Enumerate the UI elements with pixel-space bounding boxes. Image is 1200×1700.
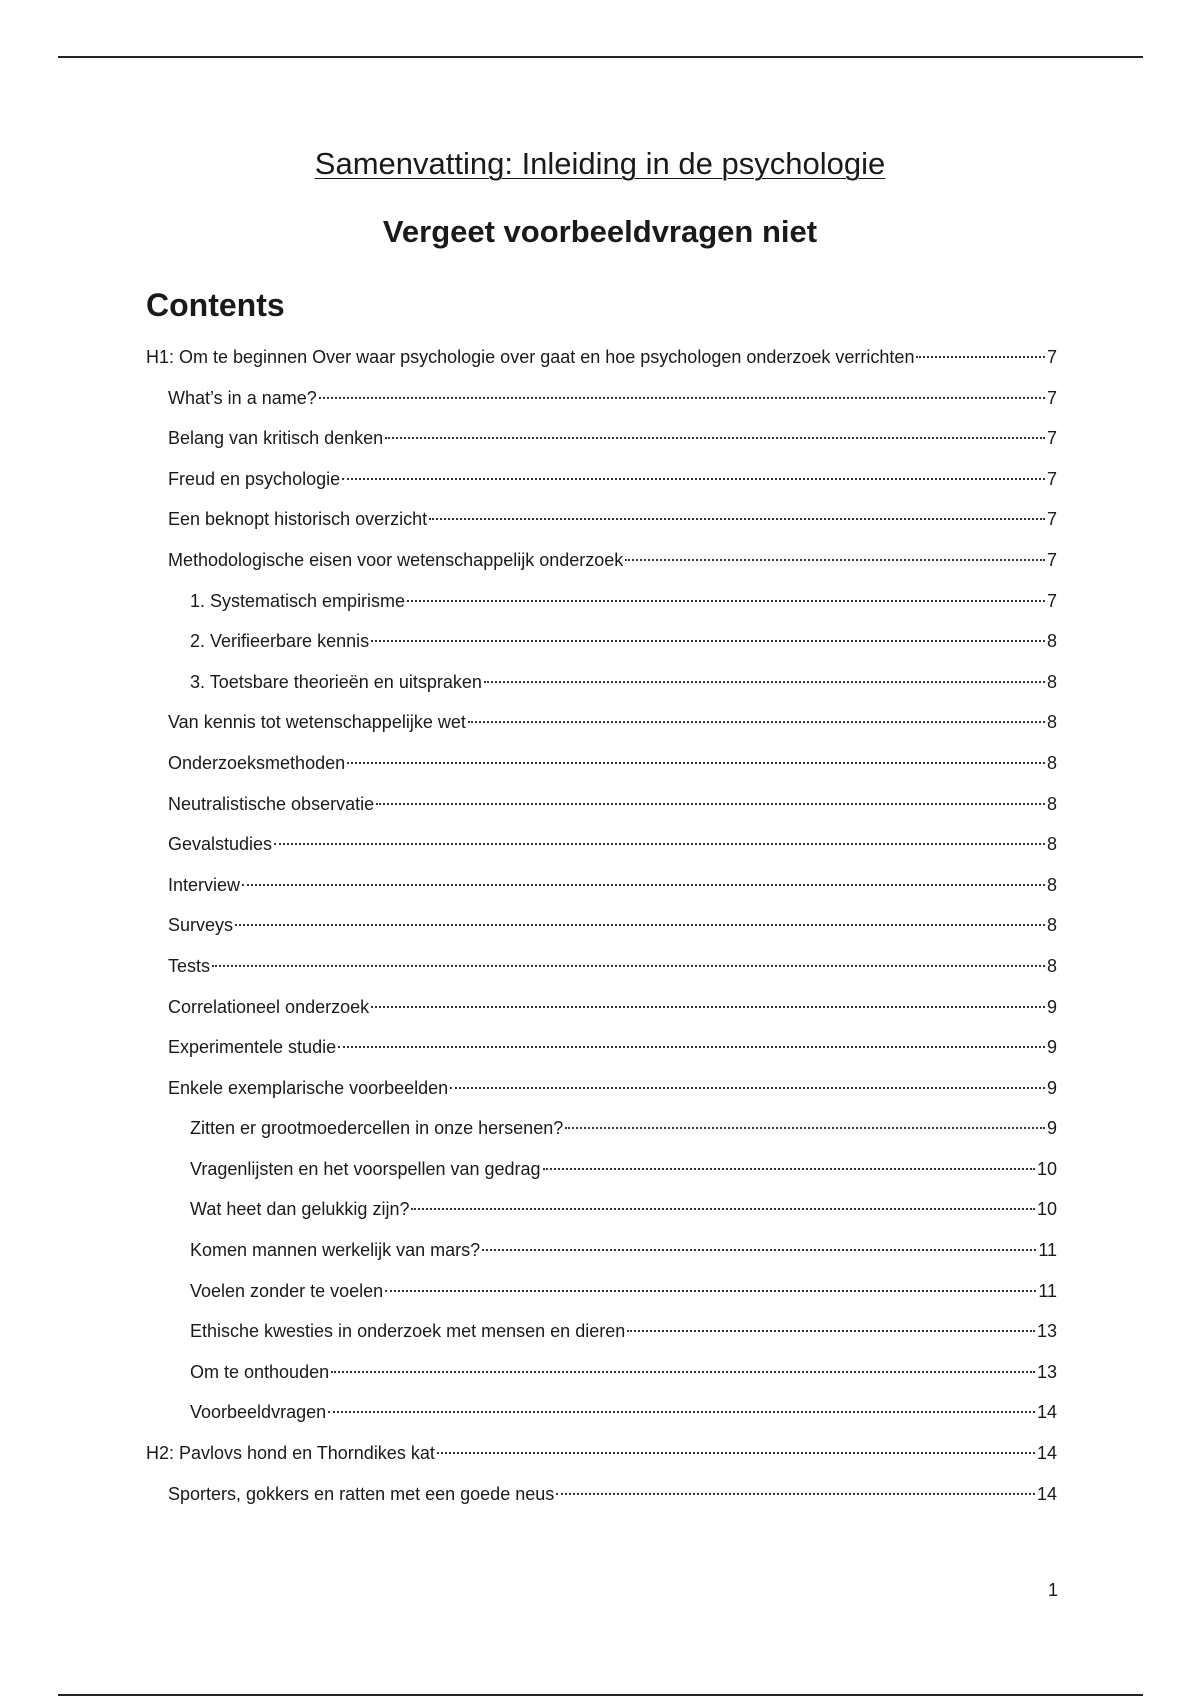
toc-entry[interactable] (146, 952, 1057, 993)
toc-entry[interactable] (146, 384, 1057, 425)
toc-entry-page: 11 (1038, 1280, 1057, 1301)
toc-entry-title: 3. Toetsbare theorieën en uitspraken (190, 671, 482, 692)
toc-entry-page: 9 (1046, 1037, 1057, 1058)
toc-entry[interactable] (146, 465, 1057, 506)
page-number: 1 (1047, 1580, 1058, 1600)
toc-entry-page: 10 (1036, 1199, 1057, 1220)
toc-entry-title: Enkele exemplarische voorbeelden (168, 1077, 449, 1098)
toc-entry-page: 7 (1046, 387, 1057, 408)
toc-dot-leader (338, 1046, 1045, 1048)
toc-entry-title: Belang van kritisch denken (168, 428, 384, 449)
toc-entry[interactable] (146, 587, 1057, 628)
toc-dot-leader (437, 1452, 1035, 1454)
toc-entry-title: Experimentele studie (168, 1037, 337, 1058)
toc-dot-leader (385, 1290, 1036, 1292)
toc-dot-leader (429, 518, 1045, 520)
toc-entry-page: 8 (1046, 955, 1057, 976)
toc-entry-title: Om te onthouden (190, 1361, 330, 1382)
toc-dot-leader (371, 1006, 1045, 1008)
toc-entry-page: 13 (1036, 1321, 1057, 1342)
toc-entry-title: Een beknopt historisch overzicht (168, 509, 428, 530)
toc-dot-leader (274, 843, 1045, 845)
toc-entry-title: Tests (168, 955, 211, 976)
toc-entry-title: H2: Pavlovs hond en Thorndikes kat (146, 1443, 435, 1464)
toc-dot-leader (450, 1087, 1045, 1089)
toc-entry-page: 9 (1046, 1077, 1057, 1098)
toc-entry[interactable] (146, 1358, 1057, 1399)
toc-entry-page: 9 (1046, 996, 1057, 1017)
toc-dot-leader (556, 1493, 1035, 1495)
toc-dot-leader (484, 681, 1045, 683)
toc-entry[interactable] (146, 627, 1057, 668)
toc-entry[interactable] (146, 1439, 1057, 1480)
toc-dot-leader (468, 721, 1045, 723)
toc-entry-page: 8 (1046, 793, 1057, 814)
toc-entry[interactable] (146, 668, 1057, 709)
toc-entry-page: 7 (1046, 428, 1057, 449)
toc-entry[interactable] (146, 505, 1057, 546)
toc-entry[interactable] (146, 911, 1057, 952)
toc-entry-title: Ethische kwesties in onderzoek met mensen en dieren (190, 1321, 626, 1342)
toc-entry[interactable] (146, 1033, 1057, 1074)
toc-entry[interactable] (146, 1317, 1057, 1358)
toc-dot-leader (627, 1330, 1035, 1332)
toc-entry-title: Voelen zonder te voelen (190, 1280, 384, 1301)
toc-entry[interactable] (146, 1480, 1057, 1521)
toc-entry-page: 8 (1046, 712, 1057, 733)
toc-entry[interactable] (146, 1398, 1057, 1439)
toc-dot-leader (319, 397, 1045, 399)
toc-entry-page: 8 (1046, 671, 1057, 692)
toc-entry-title: Voorbeeldvragen (190, 1402, 327, 1423)
toc-entry-page: 14 (1036, 1483, 1057, 1504)
toc-entry-title: Zitten er grootmoedercellen in onze hersenen? (190, 1118, 564, 1139)
toc-dot-leader (235, 924, 1045, 926)
toc-entry[interactable] (146, 1074, 1057, 1115)
footer-rule (58, 1694, 1143, 1696)
toc-entry-title: Freud en psychologie (168, 468, 341, 489)
toc-dot-leader (385, 437, 1045, 439)
toc-entry-title: 2. Verifieerbare kennis (190, 631, 370, 652)
document-title: Samenvatting: Inleiding in de psychologie (314, 146, 886, 181)
toc-entry-page: 7 (1046, 590, 1057, 611)
toc-entry-title: What’s in a name? (168, 387, 317, 408)
toc-entry-page: 7 (1046, 509, 1057, 530)
toc-entry-title: 1. Systematisch empirisme (190, 590, 406, 611)
toc-entry-page: 8 (1046, 834, 1057, 855)
toc-dot-leader (347, 762, 1045, 764)
toc-entry-title: Komen mannen werkelijk van mars? (190, 1240, 481, 1261)
toc-dot-leader (212, 965, 1045, 967)
toc-entry-page: 10 (1036, 1158, 1057, 1179)
toc-entry-title: Neutralistische observatie (168, 793, 375, 814)
toc-dot-leader (407, 600, 1045, 602)
toc-entry-page: 14 (1036, 1443, 1057, 1464)
toc-entry[interactable] (146, 1114, 1057, 1155)
toc-entry-page: 8 (1046, 752, 1057, 773)
toc-dot-leader (916, 356, 1045, 358)
toc-entry[interactable] (146, 708, 1057, 749)
toc-entry[interactable] (146, 343, 1057, 384)
toc-entry[interactable] (146, 749, 1057, 790)
toc-entry[interactable] (146, 546, 1057, 587)
toc-entry-title: Wat heet dan gelukkig zijn? (190, 1199, 410, 1220)
toc-entry-title: Correlationeel onderzoek (168, 996, 370, 1017)
header-rule (58, 56, 1143, 58)
table-of-contents (146, 343, 1057, 1520)
toc-entry-title: Sporters, gokkers en ratten met een goede neus (168, 1483, 555, 1504)
toc-entry-page: 8 (1046, 915, 1057, 936)
toc-dot-leader (331, 1371, 1035, 1373)
toc-entry[interactable] (146, 1195, 1057, 1236)
toc-entry-page: 7 (1046, 549, 1057, 570)
toc-entry-title: Vragenlijsten en het voorspellen van gedrag (190, 1158, 541, 1179)
toc-entry[interactable] (146, 1236, 1057, 1277)
toc-entry[interactable] (146, 1277, 1057, 1318)
toc-dot-leader (371, 640, 1045, 642)
toc-dot-leader (342, 478, 1045, 480)
toc-entry-title: Van kennis tot wetenschappelijke wet (168, 712, 466, 733)
toc-entry-title: Surveys (168, 915, 234, 936)
toc-dot-leader (242, 884, 1045, 886)
toc-dot-leader (411, 1208, 1035, 1210)
toc-entry-page: 14 (1036, 1402, 1057, 1423)
toc-entry-page: 7 (1046, 347, 1057, 367)
toc-entry-page: 7 (1046, 468, 1057, 489)
toc-entry-title: H1: Om te beginnen Over waar psychologie over gaat en hoe psychologen onderzoek verrichten (146, 347, 915, 367)
contents-heading: Contents (146, 287, 285, 323)
toc-entry-title: Onderzoeksmethoden (168, 752, 346, 773)
toc-dot-leader (482, 1249, 1036, 1251)
toc-entry[interactable] (146, 1155, 1057, 1196)
toc-entry[interactable] (146, 993, 1057, 1034)
toc-dot-leader (565, 1127, 1045, 1129)
toc-entry-page: 8 (1046, 631, 1057, 652)
toc-entry[interactable] (146, 871, 1057, 912)
toc-entry[interactable] (146, 790, 1057, 831)
toc-entry-page: 9 (1046, 1118, 1057, 1139)
toc-entry[interactable] (146, 424, 1057, 465)
toc-entry-page: 8 (1046, 874, 1057, 895)
document-subtitle: Vergeet voorbeeldvragen niet (382, 214, 818, 249)
toc-entry-title: Methodologische eisen voor wetenschappelijk onderzoek (168, 549, 624, 570)
toc-entry-page: 11 (1038, 1240, 1057, 1261)
toc-entry[interactable] (146, 830, 1057, 871)
toc-entry-title: Interview (168, 874, 241, 895)
toc-dot-leader (376, 803, 1045, 805)
toc-entry-page: 13 (1036, 1361, 1057, 1382)
toc-dot-leader (625, 559, 1045, 561)
toc-entry-title: Gevalstudies (168, 834, 273, 855)
toc-dot-leader (543, 1168, 1035, 1170)
toc-dot-leader (328, 1411, 1035, 1413)
